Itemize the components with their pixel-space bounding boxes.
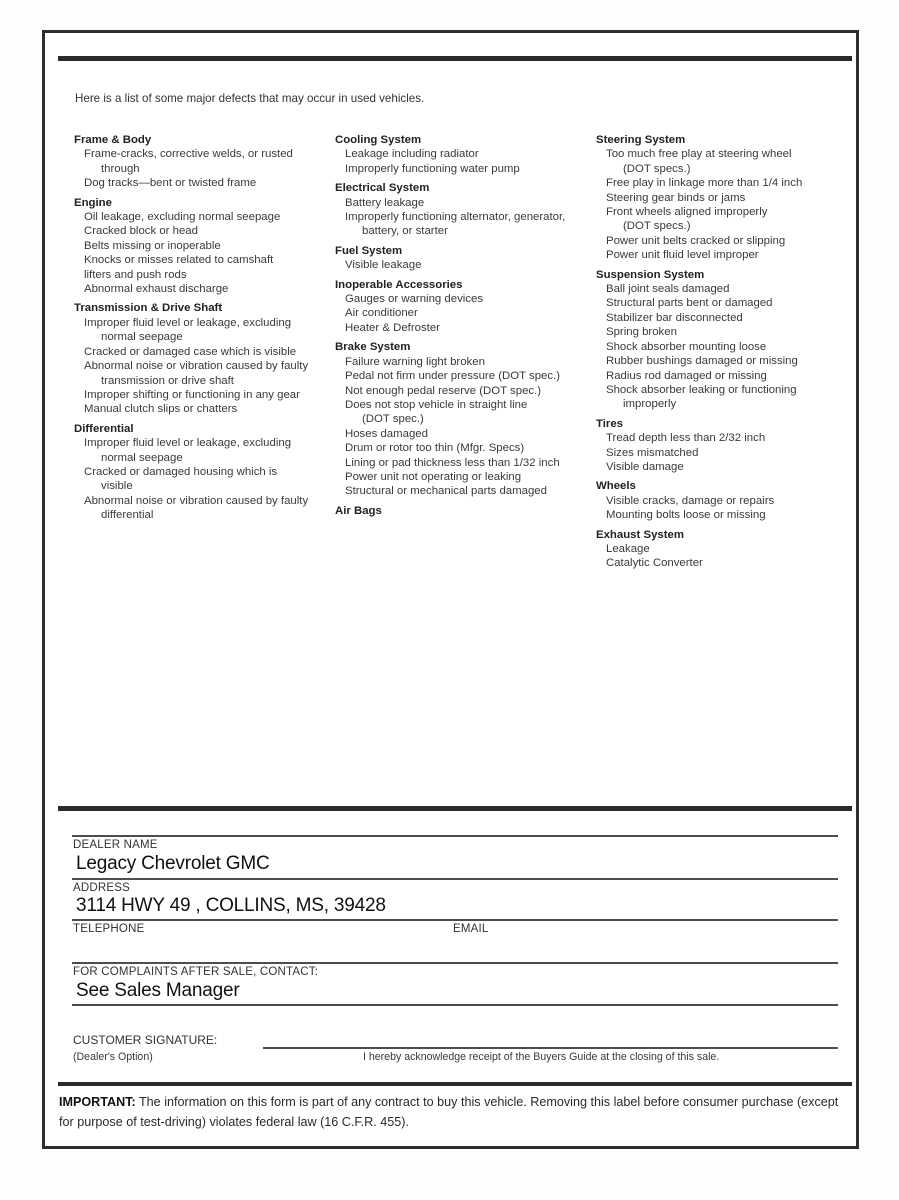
defect-line: (DOT specs.) (623, 162, 691, 175)
dealer-name-value: Legacy Chevrolet GMC (76, 853, 270, 874)
defect-section (335, 133, 600, 176)
address-rule (72, 878, 838, 880)
intro-text: Here is a list of some major defects that may occur in used vehicles. (75, 92, 425, 105)
customer-signature-line (263, 1047, 838, 1049)
defect-line: Not enough pedal reserve (DOT spec.) (345, 384, 542, 397)
defect-line: improperly (623, 398, 677, 411)
defect-section-title: Wheels (596, 480, 636, 493)
defect-line: Frame-cracks, corrective welds, or rusted (84, 148, 293, 161)
defect-line: Belts missing or inoperable (84, 239, 221, 252)
defect-line: Improper fluid level or leakage, excluding (84, 316, 292, 329)
defect-line: Failure warning light broken (345, 355, 485, 368)
defect-section-title: Inoperable Accessories (335, 278, 463, 291)
defect-line: Cracked block or head (84, 225, 198, 238)
defect-line: Catalytic Converter (606, 557, 703, 570)
telephone-label: TELEPHONE (73, 923, 145, 935)
acknowledge-note: I hereby acknowledge receipt of the Buyers Guide at the closing of this sale. (363, 1051, 720, 1063)
defect-section-title: Engine (74, 196, 112, 209)
defect-line: Leakage (606, 542, 650, 555)
defects-column-3 (596, 133, 864, 576)
defects-column-2 (335, 133, 600, 523)
address-label: ADDRESS (73, 882, 130, 894)
defect-line: Structural parts bent or damaged (606, 297, 773, 310)
defect-section (335, 181, 600, 239)
defect-line: normal seepage (101, 331, 183, 344)
defect-section (596, 133, 864, 263)
defect-line: Visible leakage (345, 259, 422, 272)
defect-line: Shock absorber mounting loose (606, 340, 767, 353)
defect-section (596, 268, 864, 412)
defect-line: Leakage including radiator (345, 148, 479, 161)
defect-section-title: Suspension System (596, 268, 705, 281)
complaints-rule (72, 962, 838, 964)
dealer-name-label: DEALER NAME (73, 839, 158, 851)
defects-column-1 (74, 133, 342, 528)
defect-line: Spring broken (606, 326, 677, 339)
defect-section (596, 528, 864, 571)
defect-section (335, 340, 600, 498)
defect-line: visible (101, 480, 133, 493)
defect-line: Front wheels aligned improperly (606, 206, 768, 219)
defect-line: Sizes mismatched (606, 446, 699, 459)
telephone-email-rule (72, 919, 838, 921)
defect-line: Ball joint seals damaged (606, 283, 730, 296)
defect-line: Visible damage (606, 460, 684, 473)
defect-line: Knocks or misses related to camshaft (84, 254, 274, 267)
defect-section (335, 504, 600, 518)
defect-line: Mounting bolts loose or missing (606, 509, 766, 522)
defect-section (335, 244, 600, 273)
customer-signature-label: CUSTOMER SIGNATURE: (73, 1033, 218, 1047)
dealers-option-note: (Dealer's Option) (73, 1051, 153, 1063)
defect-line: Cracked or damaged housing which is (84, 465, 278, 478)
defect-line: Lining or pad thickness less than 1/32 inch (345, 456, 560, 469)
important-notice (59, 1093, 849, 1132)
defect-section-title: Tires (596, 417, 624, 430)
defect-line: Does not stop vehicle in straight line (345, 398, 528, 411)
defect-line: Oil leakage, excluding normal seepage (84, 211, 281, 224)
defect-line: Power unit fluid level improper (606, 249, 759, 262)
defect-line: Improper shifting or functioning in any gear (84, 388, 300, 401)
defect-line: through (101, 162, 140, 175)
important-divider-rule (58, 1082, 852, 1086)
complaints-label: FOR COMPLAINTS AFTER SALE, CONTACT: (73, 966, 319, 978)
defect-line: Power unit not operating or leaking (345, 470, 522, 483)
defect-line: Radius rod damaged or missing (606, 369, 767, 382)
defect-line: Steering gear binds or jams (606, 191, 746, 204)
defect-line: normal seepage (101, 451, 183, 464)
defect-line: Battery leakage (345, 196, 425, 209)
defect-section (596, 417, 864, 475)
defect-line: Improperly functioning water pump (345, 162, 520, 175)
defect-line: Tread depth less than 2/32 inch (606, 432, 766, 445)
dealer-name-rule (72, 835, 838, 837)
defect-line: transmission or drive shaft (101, 374, 234, 387)
defect-line: differential (101, 509, 154, 522)
complaints-value: See Sales Manager (76, 980, 240, 1001)
defect-line: Visible cracks, damage or repairs (606, 494, 775, 507)
important-text: The information on this form is part of any contract to buy this vehicle. Removing this label before consumer purchase (except for purpose of test-driving) violates federal law (16 C.F.R. 455). (59, 1095, 839, 1129)
important-label: IMPORTANT: (59, 1095, 136, 1109)
top-divider-rule (58, 56, 852, 61)
defect-line: Stabilizer bar disconnected (606, 311, 743, 324)
defect-line: Free play in linkage more than 1/4 inch (606, 177, 803, 190)
dealer-section-divider-rule (58, 806, 852, 811)
defect-line: Gauges or warning devices (345, 293, 484, 306)
defect-section (596, 479, 864, 522)
defect-section-title: Exhaust System (596, 528, 684, 541)
defect-line: Air conditioner (345, 307, 418, 320)
defect-line: Shock absorber leaking or functioning (606, 383, 797, 396)
defect-line: Pedal not firm under pressure (DOT spec.) (345, 370, 561, 383)
defect-line: Hoses damaged (345, 427, 428, 440)
defect-line: lifters and push rods (84, 268, 187, 281)
defect-line: (DOT spec.) (362, 413, 424, 426)
defect-line: Power unit belts cracked or slipping (606, 234, 786, 247)
email-label: EMAIL (453, 923, 489, 935)
defect-line: Structural or mechanical parts damaged (345, 485, 547, 498)
defect-section-title: Fuel System (335, 244, 403, 257)
defect-line: Abnormal noise or vibration caused by faulty (84, 494, 309, 507)
defect-section-title: Transmission & Drive Shaft (74, 302, 223, 315)
defect-line: Cracked or damaged case which is visible (84, 345, 297, 358)
defect-line: Abnormal exhaust discharge (84, 283, 229, 296)
defect-line: Heater & Defroster (345, 321, 440, 334)
defect-section (74, 422, 342, 523)
complaints-bottom-rule (72, 1004, 838, 1006)
defect-line: Abnormal noise or vibration caused by faulty (84, 360, 309, 373)
defect-section-title: Air Bags (335, 504, 382, 517)
defect-section-title: Steering System (596, 134, 686, 146)
defect-line: (DOT specs.) (623, 220, 691, 233)
defect-section-title: Differential (74, 422, 134, 435)
defect-section-title: Brake System (335, 341, 411, 354)
defect-line: battery, or starter (362, 225, 448, 238)
defect-section (74, 301, 342, 416)
defect-line: Improper fluid level or leakage, excluding (84, 437, 292, 450)
defect-line: Too much free play at steering wheel (606, 148, 792, 161)
defect-section-title: Electrical System (335, 182, 430, 195)
defect-line: Manual clutch slips or chatters (84, 403, 238, 416)
defect-line: Rubber bushings damaged or missing (606, 355, 798, 368)
defect-line: Dog tracks—bent or twisted frame (84, 177, 257, 190)
defect-section (74, 196, 342, 297)
defect-section (74, 133, 342, 191)
defect-section-title: Frame & Body (74, 134, 152, 146)
defect-section-title: Cooling System (335, 134, 422, 146)
defect-section (335, 278, 600, 336)
buyers-guide-page (42, 30, 859, 1149)
defect-line: Drum or rotor too thin (Mfgr. Specs) (345, 442, 525, 455)
address-value: 3114 HWY 49 , COLLINS, MS, 39428 (76, 895, 386, 916)
defect-line: Improperly functioning alternator, generator, (345, 211, 566, 224)
